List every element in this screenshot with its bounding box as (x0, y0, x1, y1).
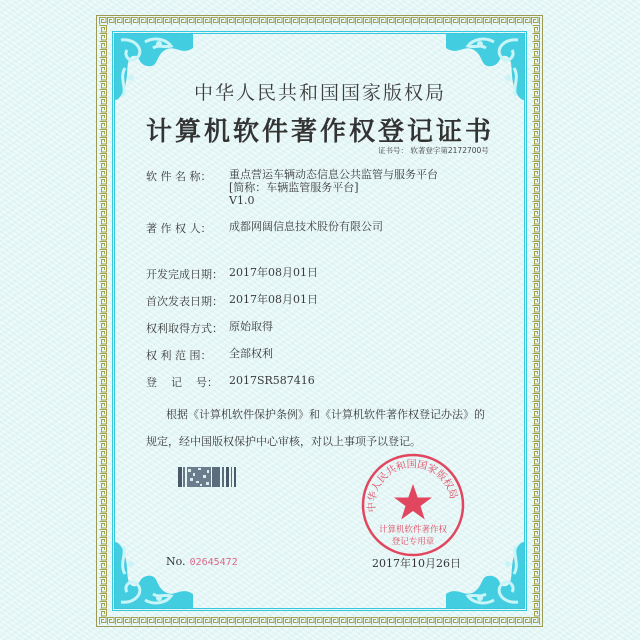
field-value (229, 293, 318, 306)
field-software-name (146, 168, 438, 207)
field-label: 软 件 名 称： (146, 170, 212, 183)
acquisition-method-value: 原始取得 (229, 320, 273, 333)
field-label: 开发完成日期： (146, 268, 223, 281)
issue-date: 2017年10月26日 (372, 557, 461, 570)
field-value (229, 320, 273, 333)
corner-ornament-icon (115, 542, 193, 608)
field-rights-scope (146, 347, 273, 363)
field-dev-completion-date (146, 266, 318, 282)
copyright-owner-value: 成都网阔信息技术股份有限公司 (229, 220, 383, 233)
software-full-name: 重点营运车辆动态信息公共监管与服务平台 (229, 168, 438, 181)
dev-completion-date-value: 2017年08月01日 (229, 266, 318, 279)
field-acquisition-method (146, 320, 273, 336)
field-value (229, 168, 438, 207)
field-label: 权利取得方式： (146, 322, 223, 335)
official-seal (360, 452, 466, 558)
field-label: 登 记 号： (146, 376, 218, 389)
field-value (229, 347, 273, 360)
field-value (229, 266, 318, 279)
seal-star-icon (394, 484, 432, 520)
certificate-number-value: 软著登字第2172700号 (410, 146, 489, 155)
first-publish-date-value: 2017年08月01日 (229, 293, 318, 306)
rights-scope-value: 全部权利 (229, 347, 273, 360)
meander-border-bottom (99, 617, 540, 625)
serial-number (166, 555, 238, 568)
serial-label: No. (166, 555, 186, 568)
issuer-title: 中华人民共和国国家版权局 (193, 82, 446, 104)
field-registration-number (146, 374, 315, 390)
serial-value: 02645472 (189, 557, 238, 568)
field-label: 著 作 权 人： (146, 222, 212, 235)
barcode-icon (178, 467, 238, 487)
field-label: 首次发表日期： (146, 295, 223, 308)
software-version: V1.0 (229, 194, 255, 207)
meander-border-top (99, 17, 540, 25)
statement-line-1: 根据《计算机软件保护条例》和《计算机软件著作权登记办法》的 (166, 408, 485, 421)
seal-arc-text: 中华人民共和国国家版权局 (366, 459, 459, 513)
software-short-name: [简称：车辆监管服务平台] (229, 181, 359, 194)
field-value (229, 374, 315, 387)
field-first-publish-date (146, 293, 318, 309)
field-value (229, 220, 383, 233)
statement-line-2: 规定，经中国版权保护中心审核，对以上事项予以登记。 (146, 435, 421, 448)
certificate-number-label: 证书号： (378, 146, 408, 155)
field-label: 权 利 范 围： (146, 349, 212, 362)
certificate-number (378, 145, 489, 156)
certificate-title: 计算机软件著作权登记证书 (145, 117, 494, 147)
registration-number-value: 2017SR587416 (229, 374, 315, 387)
seal-line-1: 计算机软件著作权 (378, 525, 448, 535)
field-copyright-owner (146, 220, 383, 236)
seal-line-2: 登记专用章 (391, 537, 435, 547)
